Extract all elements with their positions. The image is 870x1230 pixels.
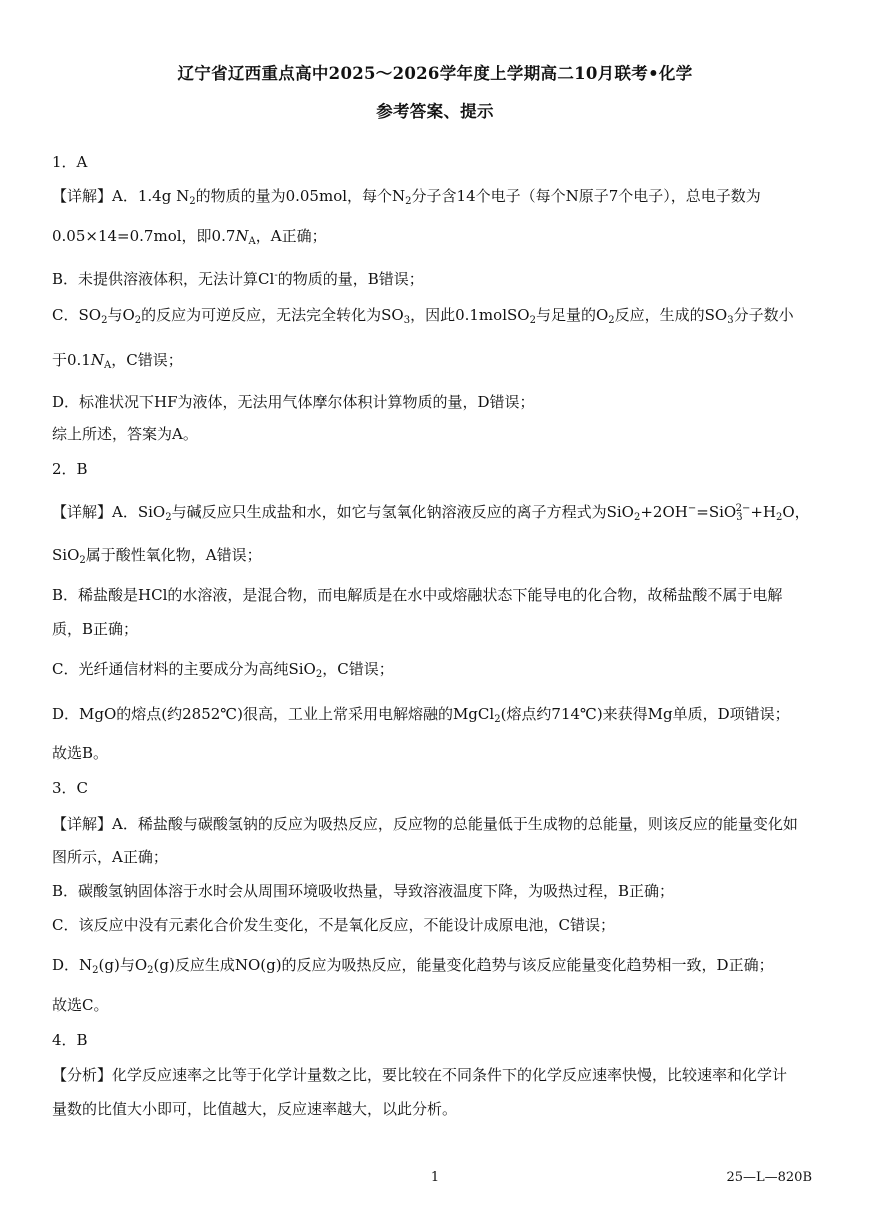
q2-option-a-cont: SiO$_2$属于酸性氧化物，A错误； [52,546,262,566]
q1-option-a-cont: 0.05×14=0.7mol，即$0.7N_A$，A正确； [52,227,327,247]
q3-answer: 3．C [52,779,89,797]
page-number: 1 [430,1170,440,1185]
q4-answer: 4．B [52,1031,88,1049]
q3-option-c: C．该反应中没有元素化合价发生变化，不是氧化反应，不能设计成原电池，C错误； [52,916,615,934]
q1-summary: 综上所述，答案为A。 [52,425,198,443]
q2-summary: 故选B。 [52,744,109,762]
q3-summary: 故选C。 [52,996,109,1014]
q3-option-a-cont: 图所示，A正确； [52,848,168,866]
q2-option-d: D．MgO的熔点(约2852℃)很高，工业上常采用电解熔融的MgCl$_2$(熔点约714℃)来获得Mg单质，D项错误； [52,705,790,725]
q1-option-d: D．标准状况下HF为液体，无法用气体摩尔体积计算物质的量，D错误； [52,393,535,411]
q1-option-a: 【详解】A．1.4g $N_2$的物质的量为0.05mol，每个$N_2$分子含14个电子（每个N原子7个电子），总电子数为 [52,187,761,207]
page-title: 辽宁省辽西重点高中2025～2026学年度上学期高二10月联考•化学 [177,64,693,83]
q1-option-c: C．$SO_2$与$O_2$的反应为可逆反应，无法完全转化为$SO_3$，因此0.1molSO$_2$与足量的$O_2$反应，生成的$SO_3$分子数小 [52,306,794,326]
q2-option-c: C．光纤通信材料的主要成分为高纯SiO$_2$，C错误； [52,660,394,680]
q4-analysis: 【分析】化学反应速率之比等于化学计量数之比，要比较在不同条件下的化学反应速率快慢，比较速率和化学计 [52,1066,788,1084]
q1-option-b: B．未提供溶液体积，无法计算Cl-的物质的量，B错误； [52,270,424,288]
q4-analysis-cont: 量数的比值大小即可，比值越大，反应速率越大，以此分析。 [52,1100,458,1118]
q1-answer: 1．A [52,153,88,171]
document-code: 25—L—820B [726,1170,812,1185]
q1-option-c-cont: 于$0.1N_A$，C错误； [52,351,183,371]
q2-option-b: B．稀盐酸是HCl的水溶液，是混合物，而电解质是在水中或熔融状态下能导电的化合物，故稀盐酸不属于电解 [52,586,783,604]
q2-option-a: 【详解】A．SiO$_2$与碱反应只生成盐和水，如它与氢氧化钠溶液反应的离子方程式为$SiO_2+2OH^-=SiO_3^{2-}+H_2O$， [52,503,810,523]
q3-option-b: B．碳酸氢钠固体溶于水时会从周围环境吸收热量，导致溶液温度下降，为吸热过程，B正确； [52,882,675,900]
q2-answer: 2．B [52,460,88,478]
page-subtitle: 参考答案、提示 [376,102,494,121]
q3-option-d: D．$N_2(g)$与$O_2(g)$反应生成NO(g)的反应为吸热反应，能量变化趋势与该反应能量变化趋势相一致，D正确； [52,956,774,976]
q3-option-a: 【详解】A．稀盐酸与碳酸氢钠的反应为吸热反应，反应物的总能量低于生成物的总能量，则该反应的能量变化如 [52,815,798,833]
q2-option-b-cont: 质，B正确； [52,620,139,638]
